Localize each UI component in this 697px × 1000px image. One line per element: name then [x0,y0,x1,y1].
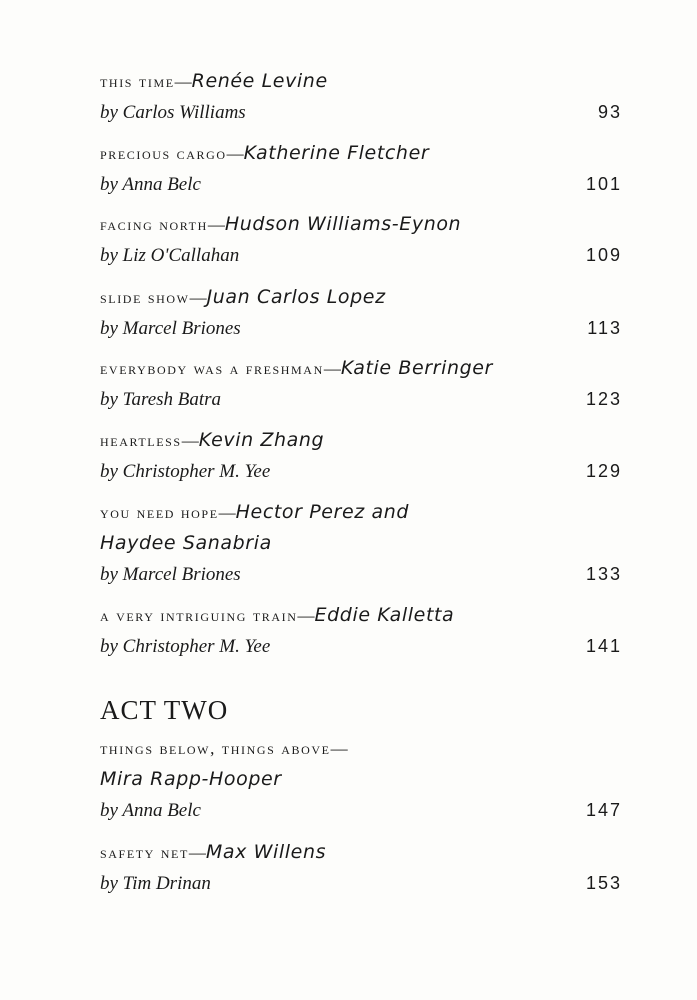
story-title: precious cargo [100,144,227,163]
entry-author-line [100,169,622,200]
entry-title-line-continued [100,764,622,795]
toc-entry [100,66,622,128]
dash: — [297,606,315,625]
subject-name: Kevin Zhang [198,429,325,451]
page-number: 109 [585,245,622,265]
page-number: 141 [585,636,622,656]
toc-entry [100,353,622,415]
toc-entry [100,837,622,899]
story-title: safety net [100,843,189,862]
entry-title-line-continued [100,528,622,559]
entry-title-line [100,425,622,456]
toc-entry [100,138,622,200]
toc-entry [100,734,622,826]
author-name: by Anna Belc [100,800,201,821]
subject-name: Hector Perez and [235,501,409,523]
entry-title-line [100,837,622,868]
subject-name: Eddie Kalletta [314,604,455,626]
dash: — [189,288,207,307]
toc-entry [100,497,622,590]
toc-entry [100,425,622,487]
entry-title-line [100,138,622,169]
page-number: 133 [585,564,622,584]
author-name: by Marcel Briones [100,318,241,339]
entry-author-line [100,384,622,415]
entry-title-line [100,209,622,240]
subject-name-continued: Haydee Sanabria [100,532,272,554]
author-name: by Carlos Williams [100,102,246,123]
toc-entry [100,600,622,662]
author-name: by Liz O'Callahan [100,245,240,266]
story-title: facing north [100,215,208,234]
page-number: 101 [585,174,622,194]
entry-author-line [100,313,622,344]
page-number: 113 [587,318,622,338]
author-name: by Christopher M. Yee [100,636,271,657]
story-title: you need hope [100,503,219,522]
dash: — [181,431,199,450]
entry-author-line [100,456,622,487]
act-heading: ACT TWO [100,695,229,725]
page-number: 129 [585,461,622,481]
subject-name: Mira Rapp-Hooper [100,768,282,790]
author-name: by Marcel Briones [100,564,241,585]
author-name: by Taresh Batra [100,389,222,410]
toc-entry [100,209,622,271]
entry-author-line [100,559,622,590]
subject-name: Juan Carlos Lopez [206,286,386,308]
subject-name: Katie Berringer [340,357,493,379]
dash: — [226,144,244,163]
story-title: heartless [100,431,182,450]
entry-author-line [100,868,622,899]
subject-name: Max Willens [205,841,327,863]
entry-title-line [100,734,622,764]
entry-title-line [100,497,622,528]
author-name: by Christopher M. Yee [100,461,271,482]
entry-author-line [100,240,622,271]
dash: — [330,739,348,758]
entry-title-line [100,353,622,384]
story-title: a very intriguing train [100,606,298,625]
entry-author-line [100,795,622,826]
author-name: by Tim Drinan [100,873,211,894]
entry-title-line [100,600,622,631]
entry-title-line [100,282,622,313]
dash: — [218,503,236,522]
page-number: 147 [585,800,622,820]
story-title: this time [100,72,175,91]
page-number: 123 [585,389,622,409]
entry-author-line [100,97,622,128]
page-number: 93 [597,102,622,122]
story-title: things below, things above [100,739,331,758]
dash: — [188,843,206,862]
author-name: by Anna Belc [100,174,201,195]
dash: — [323,359,341,378]
entry-author-line [100,631,622,662]
subject-name: Katherine Fletcher [243,142,430,164]
dash: — [207,215,225,234]
entry-title-line [100,66,622,97]
subject-name: Renée Levine [191,70,328,92]
dash: — [174,72,192,91]
page-number: 153 [585,873,622,893]
toc-entry [100,282,622,344]
subject-name: Hudson Williams-Eynon [224,213,462,235]
story-title: slide show [100,288,190,307]
story-title: everybody was a freshman [100,359,324,378]
